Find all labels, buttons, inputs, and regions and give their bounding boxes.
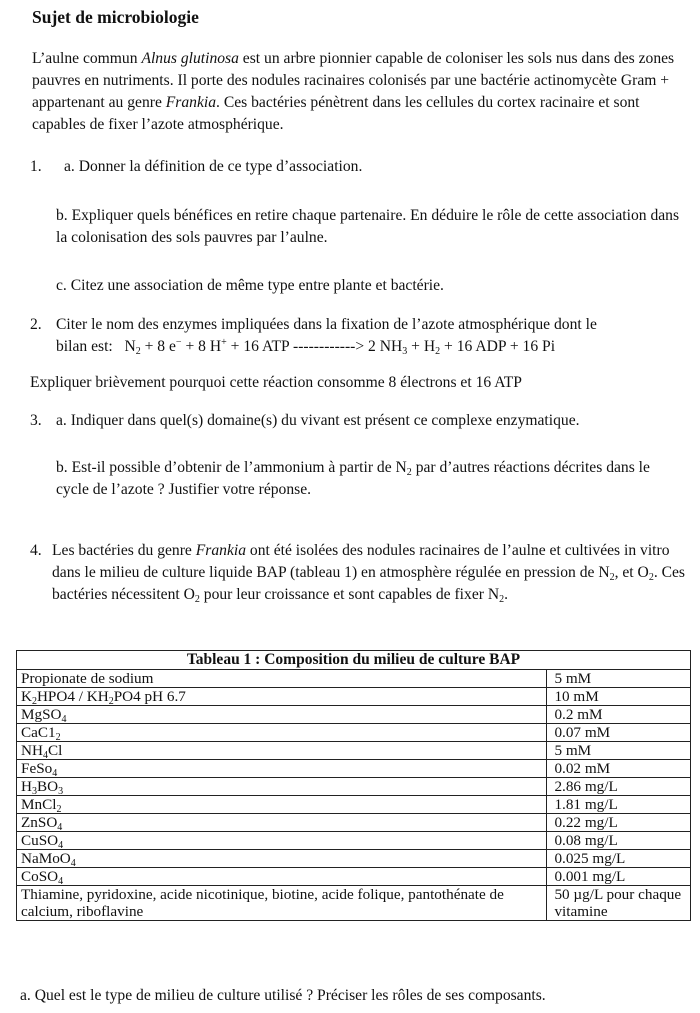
question-4a: a. Quel est le type de milieu de culture utilisé ? Préciser les rôles de ses composants.: [20, 987, 546, 1004]
document-title: Sujet de microbiologie: [32, 7, 199, 27]
table-row: NaMoO$_4$ 0.025 mg/L: [17, 850, 691, 868]
question-2-text: Citer le nom des enzymes impliquées dans la fixation de l’azote atmosphérique dont le bilan est: $N_2 + 8$ e− + 8 H+ + 16 ATP ------------> 2 $NH_3 + H_2 + 16$ ADP + 16 Pi: [56, 316, 597, 357]
table-row: MgSO$_4$ 0.2 mM: [17, 706, 691, 724]
table-caption: Tableau 1 : Composition du milieu de culture BAP: [17, 651, 691, 670]
question-2-followup: Expliquer brièvement pourquoi cette réaction consomme 8 électrons et 16 ATP: [30, 374, 522, 391]
genus-name: Frankia: [195, 542, 246, 559]
question-3b: b. Est-il possible d’obtenir de l’ammonium à partir de $N_2$ par d’autres réactions décrites dans le cycle de l’azote ? Justifier votre réponse.: [56, 459, 650, 498]
table-row: $CaC1_2$ 0.07 mM: [17, 724, 691, 742]
question-1a: a. Donner la définition de ce type d’association.: [64, 158, 363, 175]
question-4-text: Les bactéries du genre Frankia ont été isolées des nodules racinaires de l’aulne et cultivées in vitro dans le milieu de culture liquide BAP (tableau 1) en atmosphère régulée en pression de $N_2$, et $O_2$. Ces bactéries nécessitent $O_2$ pour leur croissance et sont capables de fixer $N_2$.: [52, 542, 685, 605]
table-row: CoSO$_4$ 0.001 mg/L: [17, 868, 691, 886]
question-2-number: 2.: [30, 316, 42, 333]
question-3a: a. Indiquer dans quel(s) domaine(s) du vivant est présent ce complexe enzymatique.: [56, 412, 580, 429]
question-3-number: 3.: [30, 412, 42, 429]
intro-paragraph: L’aulne commun Alnus glutinosa est un arbre pionnier capable de coloniser les sols nus dans des zones pauvres en nutriments. Il porte des nodules racinaires colonisés par une bactérie actinomycète Gram + appartenant au genre Frankia. Ces bactéries pénètrent dans les cellules du cortex racinaire et sont capables de fixer l’azote atmosphérique.: [32, 50, 675, 133]
reaction-equation: $N_2 + 8$ e− + 8 H+ + 16 ATP ------------> 2 $NH_3 + H_2 + 16$ ADP + 16 Pi: [124, 337, 556, 357]
table-row: Thiamine, pyridoxine, acide nicotinique, biotine, acide folique, pantothénate de calcium, riboflavine 50 µg/L pour chaque vitamine: [17, 886, 691, 921]
question-1b: b. Expliquer quels bénéfices en retire chaque partenaire. En déduire le rôle de cette association dans la colonisation des sols pauvres par l’aulne.: [56, 207, 680, 246]
culture-medium-table: [16, 650, 691, 921]
question-1c: c. Citez une association de même type entre plante et bactérie.: [56, 277, 444, 294]
species-name: Alnus glutinosa: [141, 50, 239, 67]
question-4-number: 4.: [30, 542, 42, 559]
table-row: ZnSO$_4$ 0.22 mg/L: [17, 814, 691, 832]
table-row: $K_2HPO4 / KH_2PO4$ pH 6.7 10 mM: [17, 688, 691, 706]
table-row: FeSo$_4$ 0.02 mM: [17, 760, 691, 778]
question-1-number: 1.: [30, 158, 42, 175]
table-row: $NH_4Cl$ 5 mM: [17, 742, 691, 760]
table-row: CuSO$_4$ 0.08 mg/L: [17, 832, 691, 850]
genus-name: Frankia: [165, 94, 217, 111]
table-row: $H_3BO_3$ 2.86 mg/L: [17, 778, 691, 796]
table-row: MnCl$_2$ 1.81 mg/L: [17, 796, 691, 814]
table-row: Propionate de sodium 5 mM: [17, 670, 691, 688]
